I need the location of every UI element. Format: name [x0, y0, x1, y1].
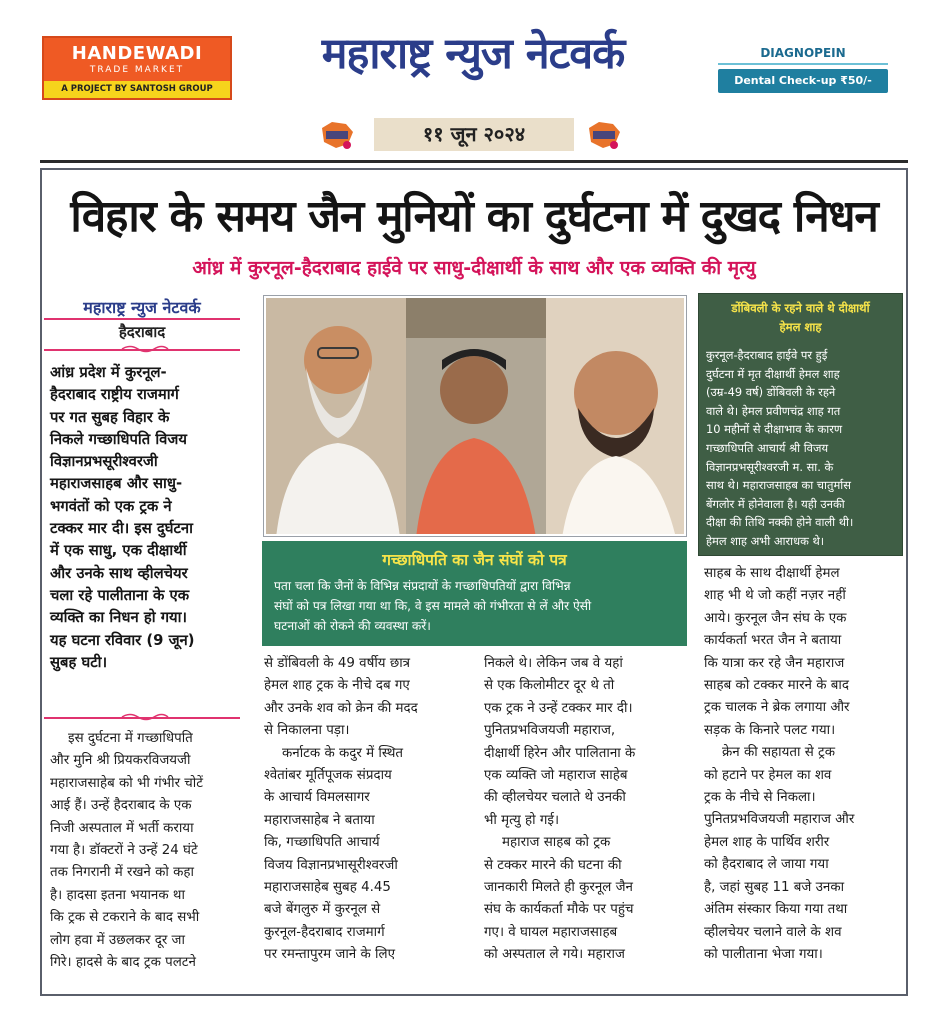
body-line: दीक्षार्थी हिरेन और पालिताना के [484, 745, 636, 761]
dateline: हैदराबाद [118, 323, 166, 341]
issue-date: ११ जून २०२४ [374, 118, 574, 151]
article-subheadline: आंध्र में कुरनूल-हैदराबाद हाईवे पर साधु-दीक्षार्थी के साथ और एक व्यक्ति की मृत्यु [192, 257, 756, 279]
body-line: निकले थे। लेकिन जब वे यहां [484, 656, 623, 671]
body-line: पुनितप्रभविजयजी महाराज, [484, 723, 616, 739]
lead-line: विज्ञानप्रभसूरीश्वरजी [50, 453, 158, 471]
body-line: पर रमन्तापुरम जाने के लिए [264, 947, 395, 963]
lead-line: आंध्र प्रदेश में कुरनूल- [50, 364, 167, 381]
lead-paragraph [50, 362, 240, 674]
body-line: एक व्यक्ति जो महाराज साहेब [484, 768, 628, 784]
body-line: से टक्कर मारने की घटना की [484, 857, 622, 873]
side-line: वाले थे। हेमल प्रवीणचंद्र शाह गत [706, 403, 841, 418]
lead-line: हैदराबाद राष्ट्रीय राजमार्ग [50, 386, 179, 404]
body-line: को हटाने पर हेमल का शव [704, 767, 832, 783]
body-line: व्हीलचेयर चलाने वाले के शव [704, 924, 842, 940]
letter-box-text [274, 576, 677, 636]
body-line: कुरनूल-हैदराबाद राजमार्ग [264, 924, 385, 940]
ornament-icon [120, 712, 170, 722]
body-line: की व्हीलचेयर चलाते थे उनकी [484, 790, 626, 806]
body-line: कि ट्रक से टकराने के बाद सभी [50, 910, 200, 926]
ornament-icon [120, 344, 170, 354]
diagnopein-rule [718, 63, 888, 65]
map-logo-left-icon [318, 118, 356, 152]
lead-line: सुबह घटी। [50, 653, 108, 671]
body-line: सड़क के किनारे पलट गया। [704, 722, 836, 738]
side-line: 10 महीनों से दीक्षाभाव के कारण [706, 422, 843, 437]
body-line: साहब को टक्कर मारने के बाद [704, 678, 850, 694]
side-line: दीक्षा की तिथि नक्की होने वाली थी। [706, 515, 854, 530]
body-column-1 [50, 728, 246, 974]
body-line: कर्नाटक के कदुर में स्थित [282, 745, 404, 761]
side-line: विज्ञानप्रभसूरीश्वरजी म. सा. के [706, 459, 834, 474]
article-headline: विहार के समय जैन मुनियों का दुर्घटना में दुखद निधन [70, 191, 878, 242]
body-line: अंतिम संस्कार किया गया तथा [704, 902, 848, 918]
diagnopein-ad[interactable] [718, 44, 888, 96]
handewadi-ad-tagline: A PROJECT BY SANTOSH GROUP [44, 81, 230, 98]
body-line: बजे बेंगलुरु में कुरनूल से [264, 902, 381, 918]
body-line: ट्रक चालक ने ब्रेक लगाया और [704, 700, 850, 716]
body-column-3 [484, 653, 687, 967]
map-logo-right-icon [585, 118, 623, 152]
letter-box [262, 541, 687, 646]
body-line: विजय विज्ञानप्रभासूरीश्वरजी [264, 857, 398, 873]
lead-line: टक्कर मार दी। इस दुर्घटना [50, 520, 193, 538]
body-line: महाराजसाहेब ने बताया [264, 812, 375, 828]
body-line: कि, गच्छाधिपति आचार्य [264, 835, 380, 851]
side-box-title [703, 299, 898, 337]
lead-line: पर गत सुबह विहार के [50, 408, 170, 426]
body-line: तक निगरानी में रखने को कहा [50, 865, 194, 881]
body-line: और उनके शव को क्रेन की मदद [264, 700, 418, 716]
body-line: को हैदराबाद ले जाया गया [704, 857, 829, 873]
side-line: साथ थे। महाराजसाहब का चातुर्मास [706, 478, 851, 493]
letter-line: घटनाओं को रोकने की व्यवस्था करें। [274, 619, 431, 633]
lead-line: भगवंतों को एक ट्रक ने [50, 497, 172, 515]
body-line: कि यात्रा कर रहे जैन महाराज [704, 655, 845, 671]
side-line: (उम्र-49 वर्ष) डोंबिवली के रहने [706, 385, 836, 400]
lead-line: व्यक्ति का निधन हो गया। [50, 609, 188, 627]
body-line: पुनितप्रभविजयजी महाराज और [704, 812, 855, 828]
side-line: गच्छाधिपति आचार्य श्री विजय [706, 440, 829, 455]
body-line: से एक किलोमीटर दूर थे तो [484, 678, 615, 694]
lead-line: चला रहे पालीताना के एक [50, 586, 190, 604]
photo-collage [266, 298, 686, 536]
body-column-4 [704, 563, 902, 966]
body-line: हेमल शाह ट्रक के नीचे दब गए [264, 678, 410, 694]
handewadi-ad-subtitle: TRADE MARKET [89, 65, 185, 75]
masthead-title: महाराष्ट्र न्युज नेटवर्क [321, 29, 625, 79]
handewadi-ad[interactable] [42, 36, 232, 100]
lead-line: निकले गच्छाधिपति विजय [50, 430, 187, 448]
body-line: महाराजसाहेब सुबह 4.45 [264, 880, 391, 896]
body-line: से निकालना पड़ा। [264, 723, 350, 739]
diagnopein-logo: DIAGNOPEIN [760, 46, 846, 60]
body-line: निजी अस्पताल में भर्ती कराया [50, 820, 194, 836]
body-line: से डोंबिवली के 49 वर्षीय छात्र [264, 656, 411, 671]
letter-line: पता चला कि जैनों के विभिन्न संप्रदायों के गच्छाधिपतियों द्वारा विभिन्न [274, 579, 571, 593]
diagnopein-offer: Dental Check-up ₹50/- [718, 69, 888, 93]
body-line: के आचार्य विमलसागर [264, 790, 370, 806]
body-line: कार्यकर्ता भरत जैन ने बताया [704, 633, 842, 649]
body-column-2 [264, 653, 469, 967]
body-line: जानकारी मिलते ही कुरनूल जैन [484, 880, 633, 896]
body-line: भी मृत्यु हो गई। [484, 812, 560, 828]
byline-rule [44, 318, 240, 320]
masthead-rule [40, 160, 908, 163]
body-line: क्रेन की सहायता से ट्रक [722, 745, 836, 761]
body-line: को पालीताना भेजा गया। [704, 946, 823, 962]
body-line: आई हैं। उन्हें हैदराबाद के एक [50, 798, 192, 814]
body-line: हेमल शाह के पार्थिव शरीर [704, 834, 830, 850]
letter-box-title: गच्छाधिपति का जैन संघों को पत्र [382, 551, 567, 569]
body-line: है। हादसा इतना भयानक था [50, 887, 185, 903]
body-line: इस दुर्घटना में गच्छाधिपति [68, 731, 193, 746]
body-line: गया है। डॉक्टरों ने उन्हें 24 घंटे [50, 843, 198, 859]
body-line: है, जहां सुबह 11 बजे उनका [704, 879, 845, 895]
handewadi-ad-name: HANDEWADI [71, 43, 203, 64]
body-line: आये। कुरनूल जैन संघ के एक [704, 610, 847, 626]
letter-line: संघों को पत्र लिखा गया था कि, वे इस मामले को गंभीरता से लें और ऐसी [274, 599, 592, 613]
side-title-line: डोंबिवली के रहने वाले थे दीक्षार्थी [731, 301, 870, 315]
byline: महाराष्ट्र न्युज नेटवर्क [83, 298, 201, 317]
body-line: ट्रक के नीचे से निकला। [704, 790, 816, 806]
body-line: साहब के साथ दीक्षार्थी हेमल [704, 566, 840, 581]
article-photo [264, 296, 686, 536]
lead-line: यह घटना रविवार (9 जून) [50, 631, 195, 649]
lead-line: में एक साधु, एक दीक्षार्थी [50, 542, 187, 560]
body-line: श्वेतांबर मूर्तिपूजक संप्रदाय [264, 768, 392, 784]
body-line: संघ के कार्यकर्ता मौके पर पहुंच [484, 902, 634, 918]
body-line: गए। वे घायल महाराजसाहब [484, 924, 618, 940]
body-line: और मुनि श्री प्रियकरविजयजी [50, 753, 191, 769]
side-line: दुर्घटना में मृत दीक्षार्थी हेमल शाह [706, 366, 840, 381]
side-line: हेमल शाह अभी आराधक थे। [706, 533, 825, 548]
lead-line: और उनके साथ व्हीलचेयर [50, 564, 188, 582]
side-box-text [706, 346, 896, 551]
body-line: लोग हवा में उछलकर दूर जा [50, 932, 185, 948]
side-line: बेंगलोर में होनेवाला है। यही उनकी [706, 496, 845, 511]
body-line: को अस्पताल ले गये। महाराज [484, 947, 625, 963]
body-line: एक ट्रक ने उन्हें टक्कर मार दी। [484, 700, 633, 716]
side-title-line: हेमल शाह [779, 320, 822, 334]
body-line: गिरे। हादसे के बाद ट्रक पलटने [50, 955, 196, 971]
lead-line: महाराजसाहब और साधु- [50, 475, 183, 493]
side-line: कुरनूल-हैदराबाद हाईवे पर हुई [706, 348, 828, 362]
body-line: महाराज साहब को ट्रक [502, 835, 611, 851]
body-line: शाह भी थे जो कहीं नज़र नहीं [704, 588, 846, 604]
body-line: महाराजसाहेब को भी गंभीर चोटें [50, 775, 204, 791]
side-box [698, 293, 903, 556]
